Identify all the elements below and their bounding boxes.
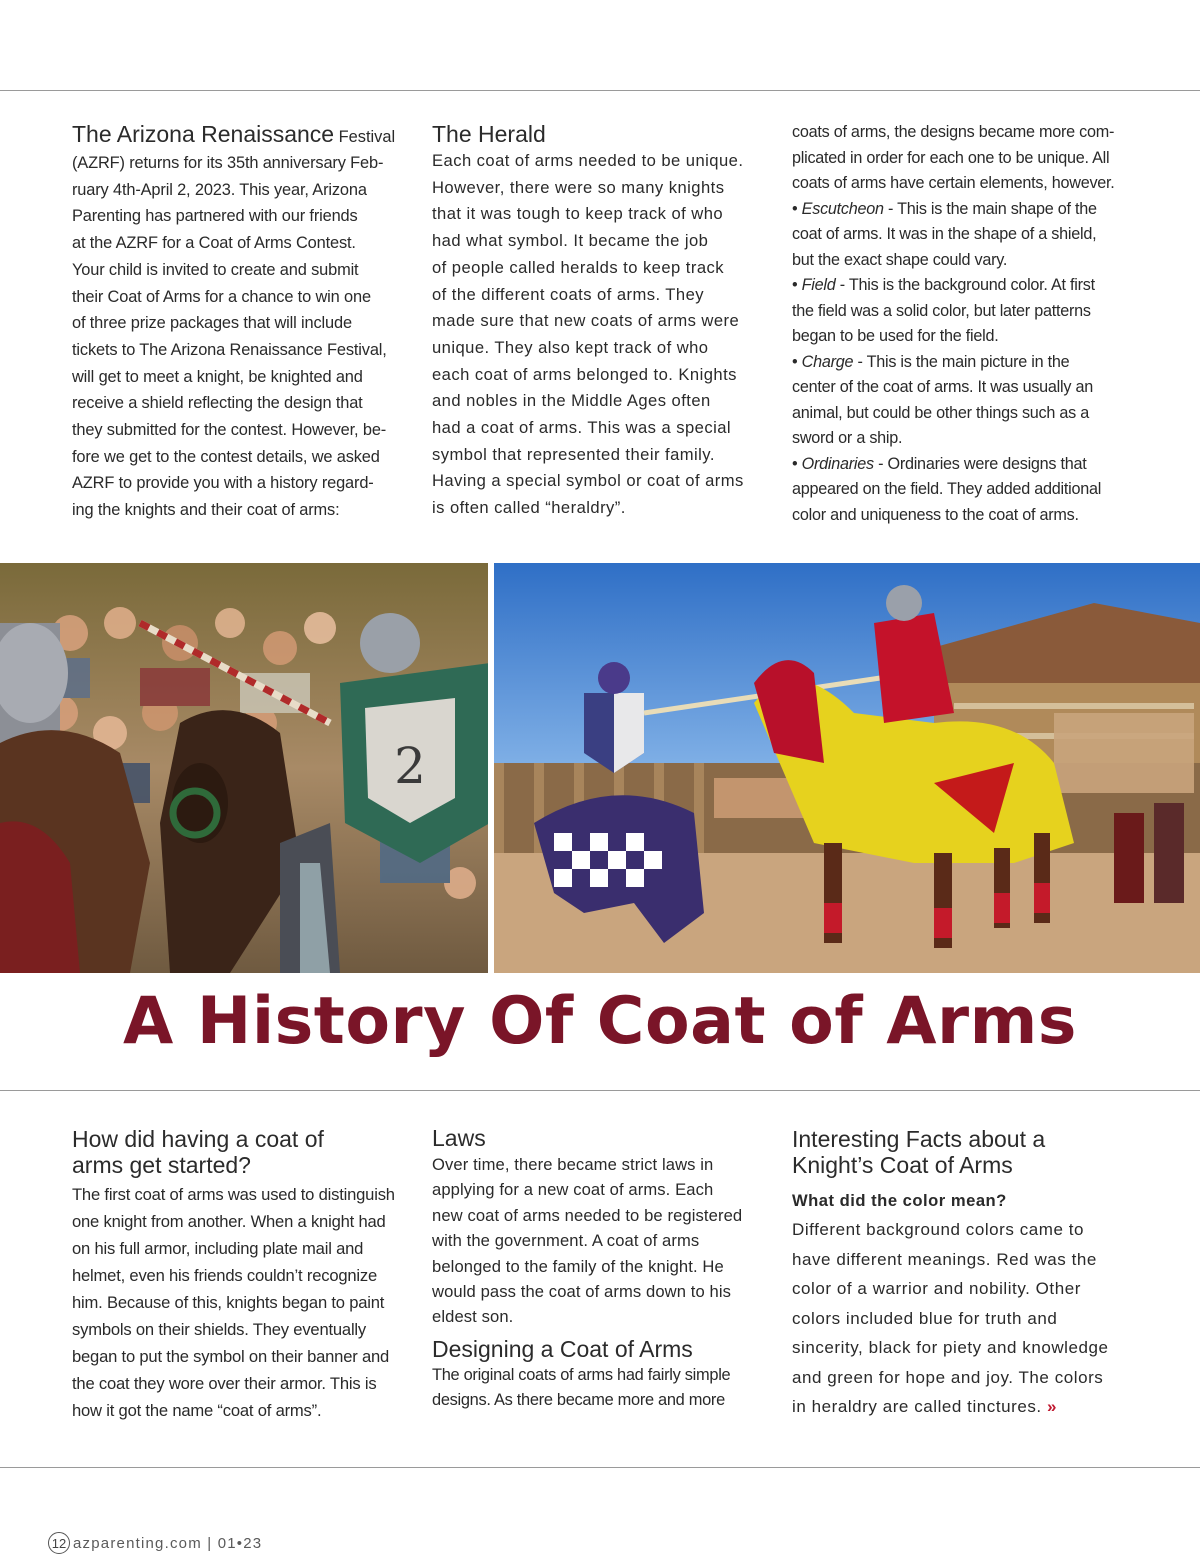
intro-column xyxy=(72,121,417,524)
text-line: center of the coat of arms. It was usually an xyxy=(792,378,1093,396)
laws-heading: Laws xyxy=(432,1125,486,1151)
text-line: with the government. A coat of arms xyxy=(432,1231,700,1251)
text-line: AZRF to provide you with a history regard- xyxy=(72,474,374,493)
bullet-term: Ordinaries xyxy=(801,454,874,473)
text-line: designs. As there became more and more xyxy=(432,1391,725,1410)
text-line: sword or a ship. xyxy=(792,429,903,447)
page-number: 12 xyxy=(48,1532,70,1554)
text-line: began to put the symbol on their banner and xyxy=(72,1347,390,1366)
facts-body xyxy=(792,1215,1137,1422)
text-line: color of a warrior and nobility. Other xyxy=(792,1279,1081,1298)
color-question: What did the color mean? xyxy=(792,1191,1007,1210)
text-line: new coat of arms needed to be registered xyxy=(432,1205,743,1225)
elements-body xyxy=(792,120,1137,528)
text-line: had a coat of arms. This was a special xyxy=(432,418,732,438)
started-column xyxy=(72,1126,417,1424)
text-line: the coat they wore over their armor. This is xyxy=(72,1374,377,1393)
facts-heading: Interesting Facts about a Knight’s Coat of Arms xyxy=(792,1126,1046,1178)
text-line: colors included blue for truth and xyxy=(792,1308,1058,1328)
mid-rule xyxy=(0,1090,1200,1091)
text-line: the field was a solid color, but later patterns xyxy=(792,301,1091,320)
text-line: ruary 4th-April 2, 2023. This year, Arizona xyxy=(72,180,367,199)
text-line: coat of arms. It was in the shape of a shield, xyxy=(792,225,1097,243)
text-line: The original coats of arms had fairly simple xyxy=(432,1365,731,1384)
laws-column xyxy=(432,1125,777,1414)
text-line: tickets to The Arizona Renaissance Festival, xyxy=(72,340,387,359)
text-line: Different background colors came to xyxy=(792,1220,1085,1239)
text-line: of the different coats of arms. They xyxy=(432,284,705,304)
continue-arrow-icon: » xyxy=(1046,1397,1057,1416)
designing-body xyxy=(432,1363,777,1414)
text-line: (AZRF) returns for its 35th anniversary Feb- xyxy=(72,154,384,172)
text-line: one knight from another. When a knight had xyxy=(72,1212,386,1231)
bullet-charge: • Charge - This is the main picture in the xyxy=(792,352,1070,371)
text-line: ing the knights and their coat of arms: xyxy=(72,501,340,520)
text-line: symbols on their shields. They eventually xyxy=(72,1320,367,1339)
intro-body xyxy=(72,150,417,524)
top-rule xyxy=(0,90,1200,91)
text-line: made sure that new coats of arms were xyxy=(432,311,740,331)
text-line: Each coat of arms needed to be unique. xyxy=(432,151,744,170)
bullet-term: Field xyxy=(801,276,836,294)
text-line: eldest son. xyxy=(432,1307,514,1327)
text-line: is often called “heraldry”. xyxy=(432,498,626,518)
text-line: Your child is invited to create and submit xyxy=(72,260,359,279)
text-line: began to be used for the field. xyxy=(792,327,999,345)
intro-lead: The Arizona Renaissance xyxy=(72,121,335,147)
text-line: that it was tough to keep track of who xyxy=(432,204,724,224)
svg-text:2: 2 xyxy=(394,737,426,795)
text-line: would pass the coat of arms down to his xyxy=(432,1282,732,1302)
text-line: on his full armor, including plate mail and xyxy=(72,1239,364,1258)
text-line: but the exact shape could vary. xyxy=(792,250,1008,269)
text-line: Over time, there became strict laws in xyxy=(432,1155,714,1174)
text-line: Parenting has partnered with our friends xyxy=(72,207,358,226)
bottom-rule xyxy=(0,1467,1200,1468)
text-line: sincerity, black for piety and knowledge xyxy=(792,1338,1109,1357)
text-line: they submitted for the contest. However, be- xyxy=(72,421,387,440)
intro-lead-rest: Festival xyxy=(334,128,396,146)
text-line: receive a shield reflecting the design that xyxy=(72,394,363,413)
designing-heading: Designing a Coat of Arms xyxy=(432,1335,693,1362)
text-line: how it got the name “coat of arms”. xyxy=(72,1401,322,1420)
text-line: helmet, even his friends couldn’t recognize xyxy=(72,1266,378,1285)
text-line: have different meanings. Red was the xyxy=(792,1249,1097,1269)
started-heading: How did having a coat of arms get started? xyxy=(72,1126,324,1178)
text-line: at the AZRF for a Coat of Arms Contest. xyxy=(72,234,356,253)
herald-column xyxy=(432,121,777,522)
text-line: fore we get to the contest details, we asked xyxy=(72,447,380,466)
text-line: of people called heralds to keep track xyxy=(432,257,724,277)
text-line: coats of arms have certain elements, however. xyxy=(792,174,1115,192)
jousting-photo-left xyxy=(0,563,490,973)
footer-text: azparenting.com | 01•23 xyxy=(73,1534,263,1552)
facts-column xyxy=(792,1126,1137,1422)
text-line: coats of arms, the designs became more com- xyxy=(792,123,1115,141)
started-body xyxy=(72,1181,417,1424)
bullet-escutcheon: • Escutcheon - This is the main shape of the xyxy=(792,199,1097,218)
bullet-term: Escutcheon xyxy=(801,199,884,218)
text-line: him. Because of this, knights began to paint xyxy=(72,1293,385,1312)
bullet-ordinaries: • Ordinaries - Ordinaries were designs that xyxy=(792,454,1087,473)
text-line: applying for a new coat of arms. Each xyxy=(432,1180,714,1200)
bullet-field: • Field - This is the background color. At first xyxy=(792,276,1095,294)
text-line: However, there were so many knights xyxy=(432,177,725,197)
elements-column xyxy=(792,120,1137,528)
text-line: symbol that represented their family. xyxy=(432,444,715,464)
text-line: color and uniqueness to the coat of arms. xyxy=(792,505,1079,524)
text-line: will get to meet a knight, be knighted and xyxy=(72,367,363,386)
text-line: and nobles in the Middle Ages often xyxy=(432,391,711,411)
laws-body xyxy=(432,1152,777,1330)
text-line: in heraldry are called tinctures. » xyxy=(792,1397,1057,1416)
text-line: their Coat of Arms for a chance to win one xyxy=(72,287,371,306)
herald-heading: The Herald xyxy=(432,121,546,147)
text-line: animal, but could be other things such as a xyxy=(792,403,1090,422)
text-line: plicated in order for each one to be unique. All xyxy=(792,148,1110,167)
text-line: belonged to the family of the knight. He xyxy=(432,1256,724,1276)
herald-body xyxy=(432,148,777,522)
text-line: unique. They also kept track of who xyxy=(432,337,709,357)
text-line: appeared on the field. They added additional xyxy=(792,480,1102,498)
page-title: A History Of Coat of Arms xyxy=(122,984,1078,1059)
text-line: and green for hope and joy. The colors xyxy=(792,1367,1104,1387)
jousting-photo-right xyxy=(494,563,1200,973)
text-line: of three prize packages that will include xyxy=(72,314,352,333)
page-footer xyxy=(48,1532,262,1554)
text-line: The first coat of arms was used to distinguish xyxy=(72,1185,395,1204)
bullet-term: Charge xyxy=(801,352,854,371)
text-line: each coat of arms belonged to. Knights xyxy=(432,364,737,384)
text-line: Having a special symbol or coat of arms xyxy=(432,471,744,491)
text-line: had what symbol. It became the job xyxy=(432,231,709,251)
